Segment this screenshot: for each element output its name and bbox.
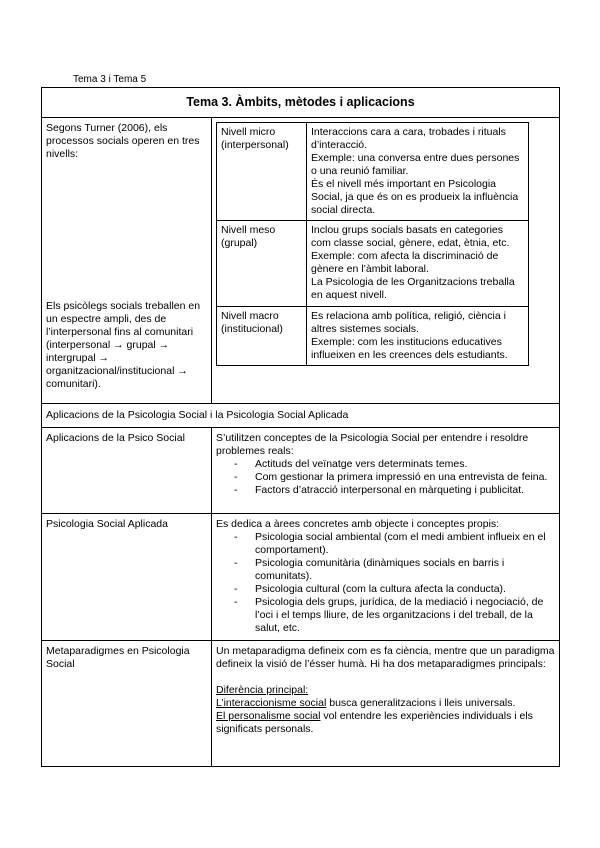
line-text: busca generalitzacions i lleis universals. [326,697,516,709]
list-item: - Psicologia dels grups, jurídica, de la mediació i negociació, de l’oci i el temps lliure, de les organitzacions i del treball, de la salut, etc. [234,596,555,635]
level-line: Inclou grups socials basats en categories com classe social, gènere, edat, ètnia, etc. [311,224,510,249]
list-item: - Psicologia social ambiental (com el medi ambient influeix en el comportament). [234,531,555,557]
bullet-list [216,458,555,497]
term-personalisme: El personalisme social [216,710,321,722]
bullet-list [216,531,555,635]
level-line: Exemple: una conversa entre dues persones o una reunió familiar. [311,152,520,177]
applied-row [42,514,559,641]
level-row-micro [217,123,529,221]
difference-title: Diferència principal: [216,684,309,696]
level-description [307,221,529,307]
levels-table [216,122,529,366]
applications-row [42,428,559,514]
header-note: Tema 3 i Tema 5 [73,74,147,85]
levels-left-cell [42,118,212,403]
level-line: Exemple: com les institucions educatives influeixen en les creences dels estudiants. [311,336,508,361]
list-item: - Psicologia cultural (com la cultura afecta la conducta). [234,583,555,596]
list-item: - Psicologia comunitària (dinàmiques socials en barris i comunitats). [234,557,555,583]
row-label: Psicologia Social Aplicada [42,514,212,640]
difference-line-2 [216,710,555,736]
level-line: Es relaciona amb política, religió, ciència i altres sistemes socials. [311,310,506,335]
levels-right-cell [212,118,559,403]
level-row-meso [217,221,529,307]
level-name: Nivell macro (institucional) [217,307,307,366]
level-row-macro [217,307,529,366]
row-intro: S’utilitzen conceptes de la Psicologia Social per entendre i resoldre problemes reals: [216,432,529,457]
row-content [212,514,559,640]
level-line: És el nivell més important en Psicologia Social, ja que és on es produeix la influència social directa. [311,178,519,216]
applications-header: Aplicacions de la Psicologia Social i la Psicologia Social Aplicada [42,404,559,428]
page-title: Tema 3. Àmbits, mètodes i aplicacions [42,88,559,118]
level-description [307,307,529,366]
level-line: La Psicologia de les Organitzacions treballa en aquest nivell. [311,276,515,301]
list-item: - Com gestionar la primera impressió en una entrevista de feina. [234,471,555,484]
row-content [212,641,559,766]
row-content [212,428,559,513]
level-description [307,123,529,221]
row-intro: Es dedica a àrees concretes amb objecte i conceptes propis: [216,518,500,530]
main-table [41,87,560,767]
term-interaccionisme: L’interaccionisme social [216,697,327,709]
difference-line-1 [216,697,555,710]
spectrum-note: Els psicòlegs socials treballen en un espectre ampli, des de l’interpersonal fins al comunitari (interpersonal → grupal → intergrupal → organitzacional/institucional → comunitari). [46,300,201,390]
level-name: Nivell meso (grupal) [217,221,307,307]
list-item: - Actituds del veïnatge vers determinats temes. [234,458,555,471]
row-label: Aplicacions de la Psico Social [42,428,212,513]
levels-row [42,118,559,404]
levels-intro: Segons Turner (2006), els processos socials operen en tres nivells: [46,122,200,160]
metaparadigms-intro: Un metaparadigma defineix com es fa ciència, mentre que un paradigma defineix la visió de l’ésser humà. Hi ha dos metaparadigmes principals: [216,645,555,670]
level-line: Interaccions cara a cara, trobades i rituals d’interacció. [311,126,506,151]
line-text: vol entendre les experiències individuals i els significats personals. [216,710,533,735]
list-item: - Factors d’atracció interpersonal en màrqueting i publicitat. [234,484,555,497]
row-label: Metaparadigmes en Psicologia Social [42,641,212,766]
level-line: Exemple: com afecta la discriminació de gènere en l’àmbit laboral. [311,250,499,275]
level-name: Nivell micro (interpersonal) [217,123,307,221]
metaparadigms-row [42,641,559,766]
